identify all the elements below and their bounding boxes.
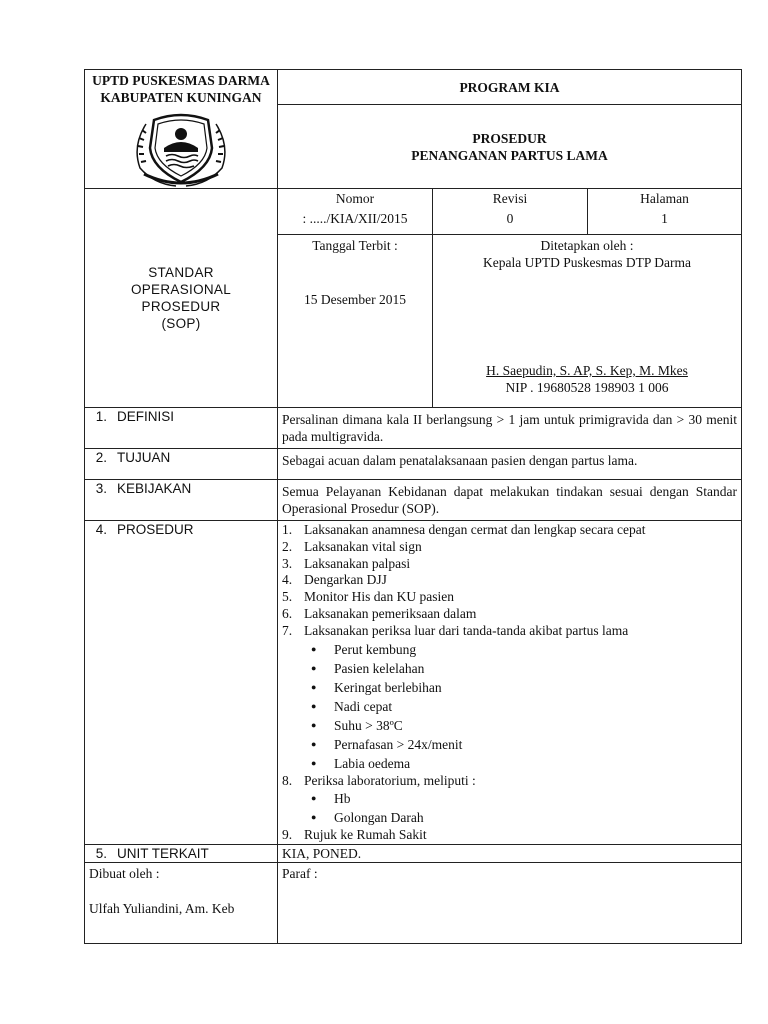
prosedur-steps-list: [282, 522, 737, 844]
ditetapkan-cell: [433, 235, 742, 408]
halaman-cell: [588, 189, 742, 235]
revisi-label: Revisi: [492, 191, 528, 206]
org-name-line2: KABUPATEN KUNINGAN: [100, 90, 262, 105]
revisi-value: 0: [506, 211, 514, 226]
nomor-label: Nomor: [335, 191, 375, 206]
procedure-title-line2: PENANGANAN PARTUS LAMA: [411, 147, 608, 163]
kebijakan-label-cell: [85, 480, 278, 521]
step7-sublist: [304, 640, 737, 773]
signer-nip: NIP . 19680528 198903 1 006: [505, 380, 669, 395]
paraf-cell: [278, 863, 742, 944]
prosedur-step: 9. Rujuk ke Rumah Sakit: [282, 827, 427, 843]
dibuat-oleh-cell: [85, 863, 278, 944]
org-name-line1: UPTD PUSKESMAS DARMA: [92, 73, 270, 88]
bullet-item: ● Suhu > 38ºC: [304, 716, 737, 735]
step8-sublist: [304, 789, 737, 827]
bullet-item: ● Pernafasan > 24x/menit: [304, 735, 737, 754]
program-title: PROGRAM KIA: [278, 70, 742, 105]
sop-label-cell: [85, 189, 278, 408]
kebijakan-label: KEBIJAKAN: [117, 481, 192, 496]
sop-label-line2: OPERASIONAL: [130, 282, 232, 297]
tujuan-label-cell: [85, 449, 278, 480]
definisi-label: DEFINISI: [117, 409, 175, 424]
definisi-text: Persalinan dimana kala II berlangsung > 1 jam untuk primigravida dan > 30 menit pada multigravida.: [278, 408, 742, 449]
sop-label-line3: PROSEDUR: [141, 299, 221, 314]
bullet-item: ● Keringat berlebihan: [304, 678, 737, 697]
bullet-item: ● Labia oedema: [304, 754, 737, 773]
prosedur-step: 3. Laksanakan palpasi: [282, 555, 411, 571]
unit-text: KIA, PONED.: [278, 845, 742, 863]
definisi-number: 1.: [95, 409, 107, 424]
tanggal-label: Tanggal Terbit :: [312, 238, 398, 253]
bullet-item: ● Golongan Darah: [304, 808, 737, 827]
unit-label-cell: [85, 845, 278, 863]
prosedur-step: 1. Laksanakan anamnesa dengan cermat dan lengkap secara cepat: [282, 522, 646, 537]
ditetapkan-label: Ditetapkan oleh :: [540, 238, 634, 253]
prosedur-step: 7. Laksanakan periksa luar dari tanda-tanda akibat partus lama ● Perut kembung ● Pasien kelelahan ● Keringat berlebihan ● Nadi cepat ● Suhu > 38ºC ● Pernafasan > 24x/menit ● Labia oedema: [282, 623, 737, 773]
procedure-title-cell: [278, 105, 742, 189]
procedure-title-line1: PROSEDUR: [472, 130, 547, 146]
kebijakan-number: 3.: [95, 481, 107, 496]
tanggal-value: 15 Desember 2015: [304, 292, 406, 307]
tujuan-number: 2.: [95, 450, 107, 465]
bullet-item: ● Pasien kelelahan: [304, 659, 737, 678]
bullet-item: ● Perut kembung: [304, 640, 737, 659]
halaman-label: Halaman: [640, 191, 689, 206]
bullet-item: ● Hb: [304, 789, 737, 808]
tanggal-terbit-cell: [278, 235, 433, 408]
sop-document-table: [84, 69, 742, 944]
dibuat-label: Dibuat oleh :: [89, 866, 160, 882]
dibuat-name: Ulfah Yuliandini, Am. Keb: [89, 901, 235, 917]
unit-label: UNIT TERKAIT: [117, 846, 209, 862]
signer-name: H. Saepudin, S. AP, S. Kep, M. Mkes: [486, 363, 688, 378]
prosedur-steps-cell: [278, 521, 742, 845]
nomor-value: : ...../KIA/XII/2015: [302, 211, 408, 226]
prosedur-label-cell: [85, 521, 278, 845]
prosedur-step: 8. Periksa laboratorium, meliputi : ● Hb ● Golongan Darah: [282, 773, 737, 828]
prosedur-step: 4. Dengarkan DJJ: [282, 572, 387, 588]
ditetapkan-by: Kepala UPTD Puskesmas DTP Darma: [483, 255, 691, 270]
organization-header-cell: [85, 70, 278, 189]
revisi-cell: [433, 189, 588, 235]
kuningan-regency-crest-icon: [120, 112, 242, 188]
sop-label-line1: STANDAR: [148, 265, 214, 280]
unit-number: 5.: [95, 846, 107, 862]
definisi-label-cell: [85, 408, 278, 449]
paraf-label: Paraf :: [282, 866, 318, 882]
tujuan-label: TUJUAN: [117, 450, 171, 465]
prosedur-label: PROSEDUR: [117, 522, 194, 537]
nomor-cell: [278, 189, 433, 235]
prosedur-step: 5. Monitor His dan KU pasien: [282, 589, 454, 605]
bullet-item: ● Nadi cepat: [304, 697, 737, 716]
prosedur-step: 2. Laksanakan vital sign: [282, 538, 422, 554]
kebijakan-text: Semua Pelayanan Kebidanan dapat melakukan tindakan sesuai dengan Standar Operasional Prosedur (SOP).: [278, 480, 742, 521]
prosedur-number: 4.: [95, 522, 107, 537]
sop-label-line4: (SOP): [161, 316, 201, 331]
prosedur-step: 6. Laksanakan pemeriksaan dalam: [282, 605, 477, 621]
tujuan-text: Sebagai acuan dalam penatalaksanaan pasien dengan partus lama.: [278, 449, 742, 480]
halaman-value: 1: [661, 211, 668, 226]
